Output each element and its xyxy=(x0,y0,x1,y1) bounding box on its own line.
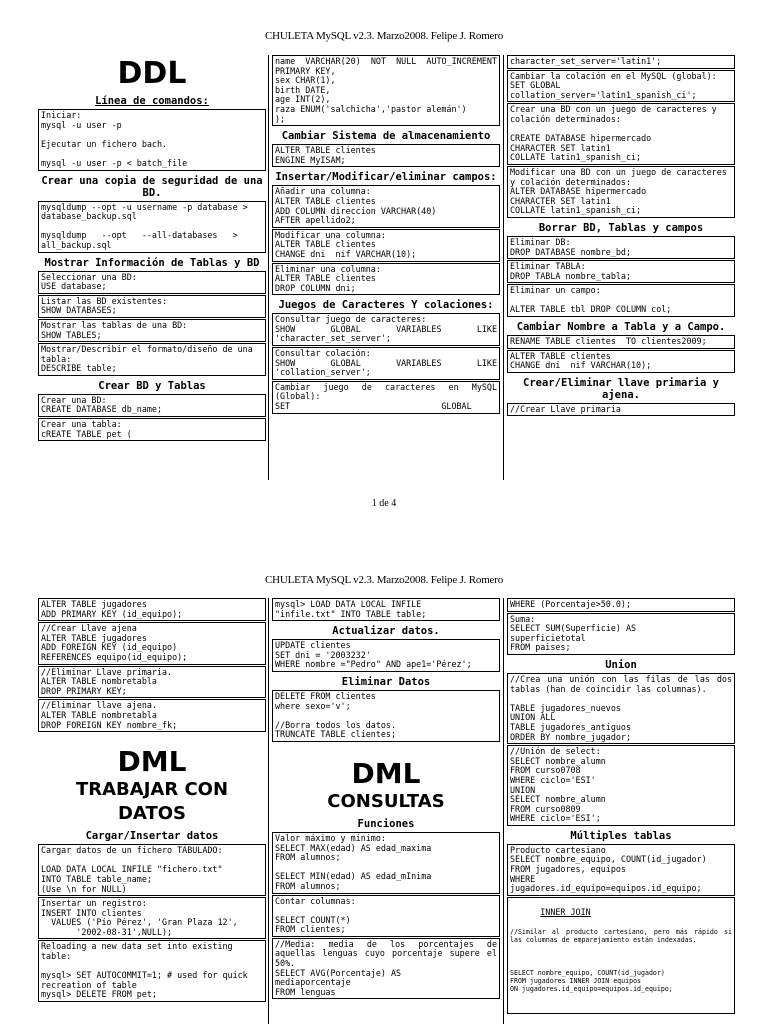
code-box: Consultar colación: SHOW GLOBAL VARIABLES LIKE 'collation_server'; xyxy=(272,347,500,380)
section-heading: Insertar/Modificar/eliminar campos: xyxy=(275,171,497,184)
code-box: Listar las BD existentes: SHOW DATABASES; xyxy=(38,295,266,318)
section-heading: Union xyxy=(605,658,637,671)
code-box: Cargar datos de un fichero TABULADO: LOAD DATA LOCAL INFILE "fichero.txt" INTO TABLE table_name; (Use \n for NULL) xyxy=(38,844,266,896)
column-content xyxy=(38,830,266,1002)
code-box: ALTER TABLE jugadores ADD PRIMARY KEY (id_equipo); xyxy=(38,598,266,621)
column-1 xyxy=(38,598,266,1024)
section-heading: Actualizar datos. xyxy=(332,625,440,638)
code-box: //Eliminar Llave primaria. ALTER TABLE nombretabla DROP PRIMARY KEY; xyxy=(38,666,266,699)
inner-join-title: INNER JOIN xyxy=(540,907,591,918)
code-box: ALTER TABLE clientes CHANGE dni nif VARCHAR(10); xyxy=(507,350,735,373)
code-box: //Eliminar llave ajena. ALTER TABLE nombretabla DROP FOREIGN KEY nombre_fk; xyxy=(38,699,266,732)
code-box: //Crear Llave ajena ALTER TABLE jugadores ADD FOREIGN KEY (id_equipo) REFERENCES equipo(id_equipo); xyxy=(38,622,266,664)
section-heading: Mostrar Información de Tablas y BD xyxy=(44,256,260,269)
page-2 xyxy=(0,560,768,1024)
code-box: Iniciar: mysql -u user -p Ejecutar un fichero bach. mysql -u user -p < batch_file xyxy=(38,109,266,171)
code-box: Eliminar una columna: ALTER TABLE clientes DROP COLUMN dni; xyxy=(272,263,500,296)
section-subtitle: CONSULTAS xyxy=(327,790,445,812)
code-box: //Unión de select: SELECT nombre_alumn FROM curso0708 WHERE ciclo='ESI' UNION SELECT nombre_alumn FROM curso0809 WHERE ciclo='ESI'; xyxy=(507,745,735,826)
column-3 xyxy=(507,55,735,480)
code-box: Eliminar TABLA: DROP TABLA nombre_tabla; xyxy=(507,260,735,283)
column-content xyxy=(507,55,735,416)
code-box: Producto cartesiano SELECT nombre_equipo, COUNT(id_jugador) FROM jugadores, equipos WHERE jugadores.id_equipo=equipos.id_equipo; xyxy=(507,844,735,896)
inner-join-box xyxy=(507,897,735,1014)
section-heading: Cambiar Nombre a Tabla y a Campo. xyxy=(516,321,726,334)
column-content xyxy=(272,818,500,1000)
code-box: RENAME TABLE clientes TO clientes2009; xyxy=(507,335,735,349)
code-box: Eliminar un campo: ALTER TABLE tbl DROP COLUMN col; xyxy=(507,284,735,317)
section-subtitle: TRABAJAR CON DATOS xyxy=(75,779,229,825)
code-box: Añadir una columna: ALTER TABLE clientes ADD COLUMN direccion VARCHAR(40) AFTER apellido2; xyxy=(272,185,500,227)
code-box: Valor máximo y mínimo: SELECT MAX(edad) AS edad_maxima FROM alumnos; SELECT MIN(edad) AS edad_mInima FROM alumnos; xyxy=(272,832,500,894)
code-box: Reloading a new data set into existing table: mysql> SET AUTOCOMMIT=1; # used for quick recreation of table mysql> DELETE FROM pet; xyxy=(38,940,266,1002)
section-heading: Juegos de Caracteres Y colaciones: xyxy=(278,299,494,312)
section-heading: Cargar/Insertar datos xyxy=(85,830,219,843)
column-divider xyxy=(268,55,269,480)
code-box: Cambiar juego de caracteres en MySQL (Global): SET GLOBAL xyxy=(272,381,500,414)
section-title-ddl: DDL xyxy=(117,56,187,91)
code-box: UPDATE clientes SET dni = '2003232' WHERE nombre ="Pedro" AND ape1='Pérez'; xyxy=(272,639,500,672)
column-2 xyxy=(272,55,500,480)
code-box: Contar columnas: SELECT COUNT(*) FROM clientes; xyxy=(272,895,500,937)
column-content xyxy=(38,95,266,441)
page-number: 1 de 4 xyxy=(371,498,397,509)
section-heading: Línea de comandos: xyxy=(95,95,209,107)
code-box: //Crear Llave primaria xyxy=(507,403,735,417)
code-box: Crear una BD con un juego de caracteres y colación determinados: CREATE DATABASE hipermercado CHARACTER SET latin1 COLLATE latin1_spanish_ci; xyxy=(507,103,735,165)
section-heading: Cambiar Sistema de almacenamiento xyxy=(281,130,491,143)
section-heading: Múltiples tablas xyxy=(570,829,672,842)
page-header: CHULETA MySQL v2.3. Marzo2008. Felipe J. Romero xyxy=(264,30,503,42)
inner-join-code: SELECT nombre_equipo, COUNT(id_jugador) FROM jugadores INNER JOIN equipos ON jugadores.id_equipo=equipos.id_equipo; xyxy=(510,968,673,993)
code-box: Mostrar/Describir el formato/diseño de una tabla: DESCRIBE table; xyxy=(38,343,266,376)
section-heading: Crear/Eliminar llave primaria y ajena. xyxy=(523,376,719,401)
code-box: //Crea una unión con las filas de las dos tablas (han de coincidir las columnas). TABLE jugadores_nuevos UNION ALL TABLE jugadores_antiguos ORDER BY nombre_jugador; xyxy=(507,673,735,744)
column-content xyxy=(507,598,735,896)
section-title-dml: DML xyxy=(117,745,187,779)
section-heading: Eliminar Datos xyxy=(341,675,431,688)
code-box: Insertar un registro: INSERT INTO clientes VALUES ('Pío Pérez', 'Gran Plaza 12', '2002-08-31',NULL); xyxy=(38,897,266,939)
code-box: character_set_server='latin1'; xyxy=(507,55,735,69)
column-1 xyxy=(38,55,266,480)
code-box: Consultar juego de caracteres: SHOW GLOBAL VARIABLES LIKE 'character_set_server'; xyxy=(272,313,500,346)
code-box: //Media: media de los porcentajes de aquellas lenguas cuyo porcentaje supere el 50%. SELECT AVG(Porcentaje) AS mediaporcentaje FROM lenguas xyxy=(272,938,500,1000)
column-divider xyxy=(268,598,269,1024)
code-box: Crear una tabla: cREATE TABLE pet ( xyxy=(38,418,266,441)
code-box: Modificar una columna: ALTER TABLE clientes CHANGE dni nif VARCHAR(10); xyxy=(272,229,500,262)
code-box: Mostrar las tablas de una BD: SHOW TABLES; xyxy=(38,319,266,342)
section-heading: Crear una copia de seguridad de una BD. xyxy=(41,174,263,199)
code-box: Cambiar la colación en el MySQL (global): SET GLOBAL collation_server='latin1_spanish_ci'; xyxy=(507,70,735,103)
column-content xyxy=(272,598,500,742)
column-content xyxy=(38,598,266,732)
section-heading: Borrar BD, Tablas y campos xyxy=(538,221,704,234)
page-header: CHULETA MySQL v2.3. Marzo2008. Felipe J. Romero xyxy=(264,574,503,586)
column-divider xyxy=(503,598,504,1024)
column-content xyxy=(272,55,500,414)
section-title-dml: DML xyxy=(351,756,421,790)
code-box: mysqldump --opt -u username -p database > database_backup.sql mysqldump --opt --all-databases > all_backup.sql xyxy=(38,201,266,253)
code-box: WHERE (Porcentaje>50.0); xyxy=(507,598,735,612)
code-box: DELETE FROM clientes where sexo='v'; //Borra todos los datos. TRUNCATE TABLE clientes; xyxy=(272,690,500,742)
column-3 xyxy=(507,598,735,1024)
code-box: Suma: SELECT SUM(Superficie) AS superficietotal FROM paises; xyxy=(507,613,735,655)
code-box: ALTER TABLE clientes ENGINE MyISAM; xyxy=(272,144,500,167)
code-box: mysql> LOAD DATA LOCAL INFILE "infile.txt" INTO TABLE table; xyxy=(272,598,500,621)
section-heading: Funciones xyxy=(357,817,415,830)
section-heading: Crear BD y Tablas xyxy=(98,379,206,392)
code-box: Modificar una BD con un juego de caracteres y colación determinados: ALTER DATABASE hipermercado CHARACTER SET latin1 COLLATE latin1_spanish_ci; xyxy=(507,166,735,218)
code-box: Seleccionar una BD: USE database; xyxy=(38,271,266,294)
column-divider xyxy=(503,55,504,480)
code-box: Eliminar DB: DROP DATABASE nombre_bd; xyxy=(507,236,735,259)
inner-join-note: //Similar al producto cartesiano, pero más rápido si las columnas de emparejamiento están indexadas. xyxy=(510,927,736,944)
code-box: name VARCHAR(20) NOT NULL AUTO_INCREMENT PRIMARY KEY, sex CHAR(1), birth DATE, age INT(2), raza ENUM('salchicha','pastor alemán') ); xyxy=(272,55,500,126)
code-box: Crear una BD: CREATE DATABASE db_name; xyxy=(38,394,266,417)
column-2 xyxy=(272,598,500,1024)
